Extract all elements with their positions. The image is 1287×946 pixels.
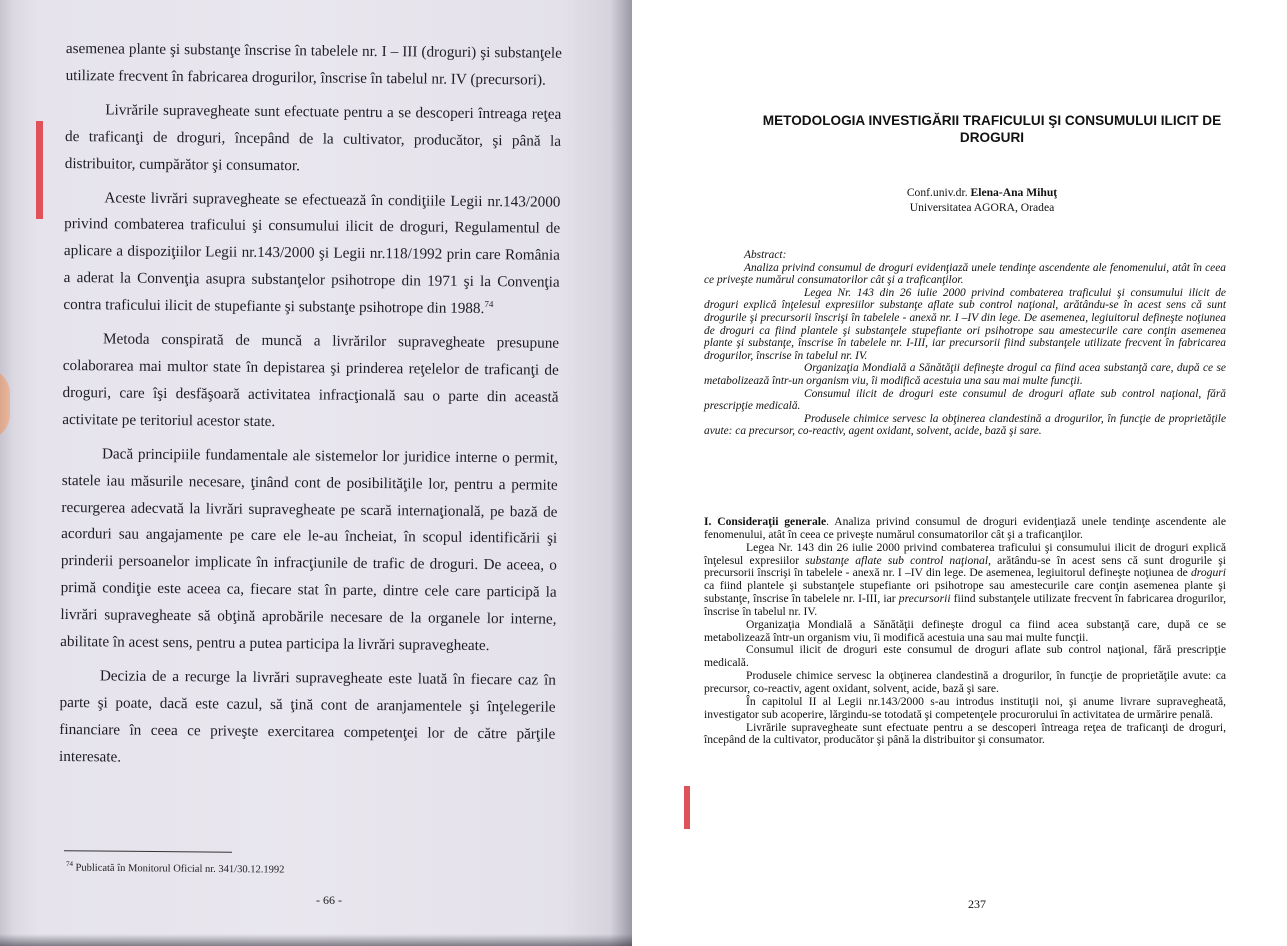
abstract-paragraph-5: Produsele chimice servesc la obţinerea clandestină a drogurilor, în funcţie de proprietăţile avute: ca precursor, co-reactiv, agent oxidant, solvent, acide, bază şi sare. xyxy=(704,412,1226,438)
body-p2-part-b: , arătându-se în acest sens că sunt drogurile şi precursorii înscrişi în tabelele - anexă nr. I –IV din lege. De asemenea, legiuitorul defineşte noţiunea de xyxy=(704,553,1226,580)
body-p2-italic-1: substanţe aflate sub control naţional xyxy=(805,553,989,567)
abstract-paragraph-4: Consumul ilicit de droguri este consumul de droguri aflate sub control naţional, fără prescripţie medicală. xyxy=(704,387,1226,413)
body-paragraph-2 xyxy=(704,542,1226,619)
section-heading: I. Consideraţii generale xyxy=(704,515,827,528)
body-p2-italic-2: droguri xyxy=(1190,566,1226,580)
author-line xyxy=(752,185,1212,200)
author-name: Elena-Ana Mihuţ xyxy=(970,186,1058,199)
article-page-scan xyxy=(632,0,1287,946)
book-footnote xyxy=(66,860,285,876)
book-paragraph-2: Livrările supravegheate sunt efectuate pentru a se descoperi întreaga reţea de traficanţi de droguri, începând de la cultivator, producător, şi până la distribuitor, cumpărător şi consumator. xyxy=(64,101,562,174)
book-page-photo xyxy=(0,0,632,946)
author-affiliation: Universitatea AGORA, Oradea xyxy=(909,201,1055,214)
article-title: METODOLOGIA INVESTIGĂRII TRAFICULUI ŞI CONSUMULUI ILICIT DE DROGURI xyxy=(762,113,1222,145)
body-p2-part-c: ca fiind plantele şi substanţele stupefiante ori psihotrope sau amestecurile care conţin asemenea plante şi substanţe, înscrise în tabelele nr. I-III, iar xyxy=(704,579,1226,606)
author-prefix: Conf.univ.dr. xyxy=(906,186,971,199)
book-paragraph-4: Metoda conspirată de muncă a livrărilor supravegheate presupune colaborarea mai multor state în depistarea şi prinderea reţelelor de traficanţi de droguri, care îşi desfăşoară activitatea infracţională sau o parte din această activitate pe teritoriul acestor state. xyxy=(62,330,560,430)
page-shadow xyxy=(0,934,632,946)
body-p2-italic-3: precursorii xyxy=(898,592,951,606)
book-paragraph-1: asemenea plante şi substanţe înscrise în tabelele nr. I – III (droguri) şi substanţele utilizate frecvent în fabricarea drogurilor, înscrise în tabelul nr. IV (precursori). xyxy=(65,39,562,89)
abstract-label: Abstract: xyxy=(744,249,787,261)
book-page-text xyxy=(59,36,562,782)
body-paragraph-5: Produsele chimice servesc la obţinerea clandestină a drogurilor, în funcţie de proprietăţile avute: ca precursor, co-reactiv, agent oxidant, solvent, acide, bază şi sare. xyxy=(704,669,1226,695)
footnote-text: Publicată în Monitorul Oficial nr. 341/30.12.1992 xyxy=(75,862,285,876)
body-paragraph-6: În capitolul II al Legii nr.143/2000 s-au introdus instituţii noi, şi anume livrare supravegheată, investigator sub acoperire, lărgindu-se totodată şi competenţele procurorului în activitatea de urmărire penală. xyxy=(704,694,1226,721)
book-paragraph-3 xyxy=(63,185,560,324)
finger-edge xyxy=(0,368,10,440)
book-paragraph-6: Decizia de a recurge la livrări supravegheate este luată în fiecare caz în parte şi poate, dacă este cazul, să ţină cont de aranjamentele şi înţelegerile financiare în ceea ce priveşte exercitarea competenţei lor de către părţile interesate. xyxy=(59,667,556,766)
abstract-paragraph-3: Organizaţia Mondială a Sănătăţii defineşte drogul ca fiind acea substanţă care, după ce se metabolizează într-un organism viu, îi modifică acestuia una sau mai multe funcţii. xyxy=(704,362,1226,387)
author-block xyxy=(752,185,1212,215)
footnote-ref: 74 xyxy=(484,299,494,310)
footnote-number: 74 xyxy=(65,860,73,869)
body-paragraph-1-text: . Analiza privind consumul de droguri evidenţiază unele tendinţe ascendente ale fenomenului, atât în ceea ce priveşte numărul consumatorilor cât şi a traficanţilor. xyxy=(704,515,1227,541)
article-page-number: 237 xyxy=(968,897,986,911)
body-paragraph-3: Organizaţia Mondială a Sănătăţii defineşte drogul ca fiind acea substanţă care, după ce se metabolizează într-un organism viu, îi modifică acestuia una sau mai multe funcţii. xyxy=(704,617,1226,644)
abstract xyxy=(704,249,1226,438)
book-page-number: - 66 - xyxy=(316,893,342,907)
abstract-paragraph-2: Legea Nr. 143 din 26 iulie 2000 privind combaterea traficului şi consumului ilicit de droguri explică înţelesul expresiilor substanţe aflate sub control naţional, arătându-se în acest sens că sunt drogurile şi precursorii înscrişi în tabelele - anexă nr. I –IV din lege. De asemenea, legiuitorul defineşte noţiunea de droguri ca fiind plantele şi substanţele stupefiante ori psihotrope sau amestecurile care conţin asemenea plante şi substanţe, înscrise în tabelele nr. I-III, iar precursorii fiind substanţele utilizate frecvent în fabricarea drogurilor, înscrise în tabelul nr. IV. xyxy=(704,286,1226,362)
highlight-marker-right xyxy=(684,786,690,829)
book-paragraph-3-text: Aceste livrări supravegheate se efectuează în condiţiile Legii nr.143/2000 privind combaterea traficului şi consumului ilicit de droguri, Regulamentul de aplicare a dispoziţiilor Legii nr.143/2000 şi Legii nr.118/1992 prin care România a aderat la Convenţia asupra substanţelor psihotrope din 1971 şi la Convenţia contra traficului ilicit de stupefiante şi substanţe psihotrope din 1988. xyxy=(63,188,561,318)
highlight-marker-left xyxy=(36,121,43,219)
body-p2-part-d: fiind substanţele utilizate frecvent în fabricarea drogurilor, înscrise în tabelul nr. IV. xyxy=(704,592,1226,618)
body-paragraph-4: Consumul ilicit de droguri este consumul de droguri aflate sub control naţional, fără prescripţie medicală. xyxy=(704,643,1226,670)
footnote-divider xyxy=(64,850,232,853)
abstract-paragraph-1: Analiza privind consumul de droguri evidenţiază unele tendinţe ascendente ale fenomenului, atât în ceea ce priveşte numărul consumatorilor cât şi a traficanţilor. xyxy=(704,261,1226,287)
body-paragraph-1 xyxy=(704,516,1226,542)
article-body xyxy=(704,516,1226,747)
book-paragraph-5: Dacă principiile fundamentale ale sistemelor lor juridice interne o permit, statele iau măsurile necesare, ţinând cont de posibilităţile lor, pentru a permite recurgerea adecvată la livrări supravegheate pe scară internaţională, pe bază de acorduri sau angajamente pe care ele le-au încheiat, în scopul identificării şi prinderii persoanelor implicate în infracţiunile de trafic de droguri. De aceea, o primă condiţie este aceea ca, fiecare stat în parte, dintre cele care participă la livrări supravegheate să obţină aprobările necesare de la organele lor interne, abilitate în acest sens, pentru a putea participa la livrări supravegheate. xyxy=(60,445,559,655)
body-paragraph-7: Livrările supravegheate sunt efectuate pentru a se descoperi întreaga reţea de traficanţi de droguri, începând de la cultivator, producător şi până la distribuitor şi consumator. xyxy=(704,720,1226,747)
body-p2-part-a: Legea Nr. 143 din 26 iulie 2000 privind combaterea traficului şi consumului ilicit de droguri explică înţelesul expresiilor xyxy=(704,540,1226,567)
